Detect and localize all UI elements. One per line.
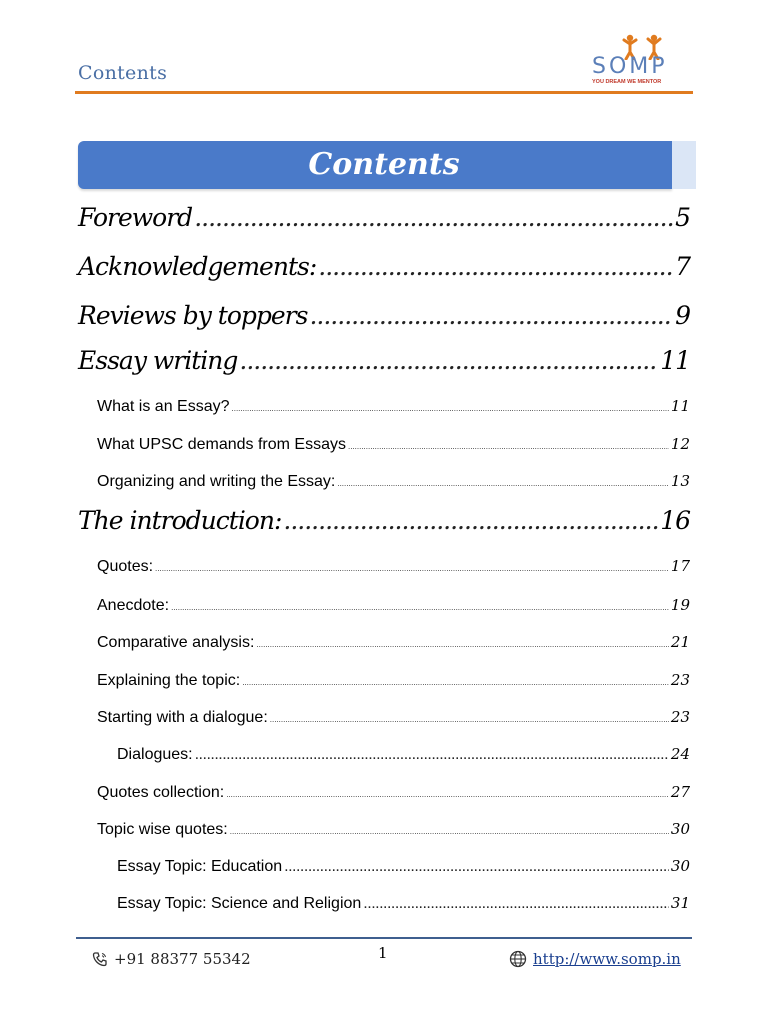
- toc-entry-upsc-demands[interactable]: [97, 435, 690, 454]
- dot-leader: [256, 640, 669, 649]
- dot-leader: [155, 564, 669, 573]
- toc-entry-title: What is an Essay?: [97, 398, 230, 415]
- page-number: 1: [378, 944, 388, 962]
- dot-leader: [348, 442, 669, 451]
- banner-title: Contents: [308, 147, 460, 182]
- toc-entry-page: 24: [670, 745, 690, 763]
- toc-entry-topic-education[interactable]: [117, 857, 690, 876]
- dot-leader: [337, 479, 669, 488]
- header-title: Contents: [78, 62, 168, 84]
- toc-entry-title: Quotes:: [97, 558, 154, 575]
- toc-entry-reviews[interactable]: [78, 301, 690, 330]
- toc-entry-explaining[interactable]: [97, 671, 690, 690]
- toc-entry-comparative[interactable]: [97, 633, 690, 652]
- toc-entry-page: 27: [670, 783, 690, 801]
- toc-entry-title: Explaining the topic:: [97, 672, 241, 689]
- toc-entry-quotes-collection[interactable]: [97, 783, 690, 802]
- dot-leader: [232, 404, 669, 413]
- dot-leader: [283, 506, 658, 535]
- toc-entry-page: 31: [670, 894, 690, 912]
- toc-entry-title: Essay Topic: Education: [117, 858, 283, 875]
- dot-leader: [309, 301, 673, 330]
- dot-leader: [318, 252, 673, 281]
- somp-logo: [592, 34, 688, 92]
- toc-entry-title: Foreword: [78, 203, 193, 232]
- toc-entry-page: 11: [670, 397, 690, 415]
- toc-entry-acknowledgements[interactable]: [78, 252, 690, 281]
- toc-entry-topic-wise[interactable]: [97, 820, 690, 839]
- toc-entry-title: Reviews by toppers: [78, 301, 308, 330]
- toc-entry-title: What UPSC demands from Essays: [97, 436, 346, 453]
- toc-entry-title: Starting with a dialogue:: [97, 709, 268, 726]
- toc-entry-page: 9: [675, 301, 690, 330]
- toc-entry-title: Anecdote:: [97, 597, 170, 614]
- toc-entry-page: 30: [670, 857, 690, 875]
- toc-entry-page: 30: [670, 820, 690, 838]
- toc-entry-page: 7: [675, 252, 690, 281]
- toc-entry-title: Acknowledgements:: [78, 252, 317, 281]
- toc-entry-title: Comparative analysis:: [97, 634, 255, 651]
- toc-entry-page: 16: [660, 506, 690, 535]
- toc-entry-title: The introduction:: [78, 506, 282, 535]
- toc-entry-title: Dialogues:: [117, 746, 193, 763]
- logo-text: SOMP: [592, 54, 668, 79]
- dot-leader: [363, 895, 669, 913]
- globe-icon: [509, 950, 527, 968]
- toc-entry-foreword[interactable]: [78, 203, 690, 232]
- toc-entry-introduction[interactable]: [78, 506, 690, 535]
- dot-leader: [230, 827, 669, 836]
- phone-number: +91 88377 55342: [114, 950, 251, 968]
- toc-entry-what-is-essay[interactable]: [97, 397, 690, 416]
- toc-entry-title: Quotes collection:: [97, 784, 225, 801]
- toc-entry-page: 17: [670, 557, 690, 575]
- toc-entry-page: 23: [670, 708, 690, 726]
- toc-entry-page: 13: [670, 472, 690, 490]
- toc-entry-page: 12: [670, 435, 690, 453]
- dot-leader: [194, 203, 673, 232]
- footer-rule: [76, 937, 692, 939]
- toc-entry-page: 23: [670, 671, 690, 689]
- toc-entry-page: 5: [675, 203, 690, 232]
- toc-entry-page: 19: [670, 596, 690, 614]
- toc-entry-dialogue[interactable]: [97, 708, 690, 727]
- dot-leader: [284, 858, 669, 876]
- phone-icon: [92, 951, 108, 967]
- toc-entry-title: Organizing and writing the Essay:: [97, 473, 336, 490]
- toc-entry-organizing[interactable]: [97, 472, 690, 491]
- header-rule: [75, 91, 693, 94]
- dot-leader: [270, 715, 669, 724]
- toc-entry-title: Essay writing: [78, 346, 238, 375]
- dot-leader: [242, 678, 669, 687]
- toc-entry-essay-writing[interactable]: [78, 346, 690, 375]
- dot-leader: [226, 790, 669, 799]
- dot-leader: [239, 346, 658, 375]
- footer-phone: [92, 950, 251, 968]
- toc-entry-topic-science[interactable]: [117, 894, 690, 913]
- toc-entry-anecdote[interactable]: [97, 596, 690, 615]
- dot-leader: [195, 746, 669, 764]
- toc-entry-dialogues[interactable]: [117, 745, 690, 764]
- toc-entry-quotes[interactable]: [97, 557, 690, 576]
- website-link[interactable]: http://www.somp.in: [533, 950, 681, 968]
- logo-tagline: YOU DREAM WE MENTOR: [592, 79, 662, 85]
- toc-entry-page: 21: [670, 633, 690, 651]
- dot-leader: [171, 603, 669, 612]
- footer-website[interactable]: [509, 950, 681, 968]
- toc-entry-page: 11: [660, 346, 690, 375]
- toc-entry-title: Essay Topic: Science and Religion: [117, 895, 362, 912]
- toc-entry-title: Topic wise quotes:: [97, 821, 228, 838]
